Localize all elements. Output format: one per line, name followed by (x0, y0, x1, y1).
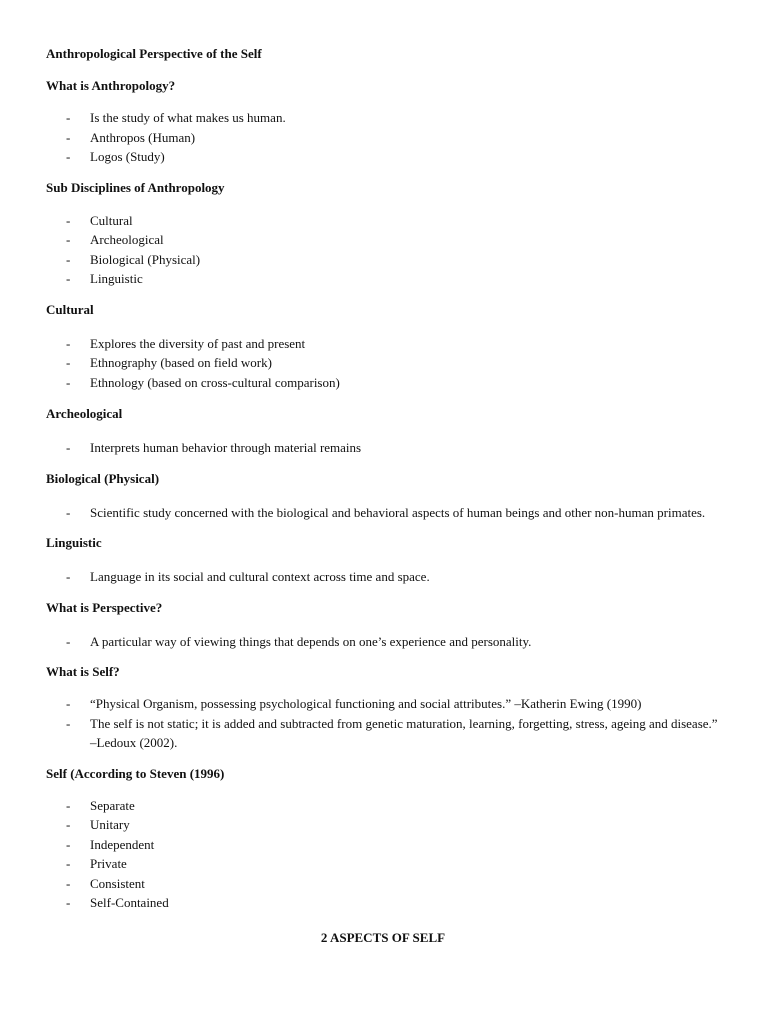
list-item: - Unitary (46, 815, 720, 835)
section-heading: Self (According to Steven (1996) (46, 765, 225, 781)
list-item: - Scientific study concerned with the biological and behavioral aspects of human beings and other non-human primates. (46, 503, 720, 523)
list-item: - Self-Contained (46, 893, 720, 913)
dash-bullet: - (66, 212, 71, 228)
dash-bullet: - (66, 271, 71, 286)
dash-bullet: - (66, 797, 71, 813)
section-heading: Biological (Physical) (46, 470, 160, 486)
dash-bullet: - (66, 817, 71, 832)
dash-bullet: - (66, 895, 71, 910)
section-heading: Cultural (46, 301, 94, 317)
list-item: - “Physical Organism, possessing psychological functioning and social attributes.” –Katherin Ewing (1990) (46, 694, 720, 714)
list-item: - Ethnology (based on cross-cultural comparison) (46, 373, 720, 393)
dash-bullet: - (66, 504, 71, 520)
dash-bullet: - (66, 110, 71, 125)
dash-bullet: - (66, 374, 71, 390)
section-heading: What is Anthropology? (46, 78, 176, 93)
dash-bullet: - (66, 696, 71, 711)
list-item: - Anthropos (Human) (46, 128, 720, 148)
bullet-list (46, 438, 720, 458)
list-item: - Archeological (46, 230, 720, 250)
list-item: - A particular way of viewing things that depends on one’s experience and personality. (46, 632, 720, 652)
list-item: - Independent (46, 835, 720, 855)
bullet-list (46, 632, 720, 652)
bullet-list (46, 503, 720, 523)
section-heading: What is Perspective? (46, 599, 163, 615)
list-item: - The self is not static; it is added and subtracted from genetic maturation, learning, forgetting, stress, ageing and disease.” –Ledoux (2002). (66, 715, 718, 750)
bullet-list (46, 108, 720, 167)
list-item: - Cultural (46, 211, 720, 231)
dash-bullet: - (66, 232, 71, 247)
list-item: - Interprets human behavior through material remains (46, 438, 720, 458)
list-item: - Logos (Study) (46, 147, 720, 167)
dash-bullet: - (66, 856, 71, 871)
list-item: - Biological (Physical) (46, 250, 720, 270)
section-heading: Linguistic (46, 535, 102, 550)
section-heading: Archeological (46, 406, 123, 421)
bullet-list (46, 694, 720, 753)
dash-bullet: - (66, 875, 71, 891)
list-item: - Ethnography (based on field work) (46, 353, 720, 373)
list-item: - Language in its social and cultural context across time and space. (46, 567, 720, 587)
bullet-list (46, 796, 720, 913)
dash-bullet: - (66, 355, 71, 370)
dash-bullet: - (66, 836, 71, 852)
dash-bullet: - (66, 251, 71, 267)
list-item: - Explores the diversity of past and present (46, 334, 720, 354)
list-item: - Separate (46, 796, 720, 816)
dash-bullet: - (66, 129, 71, 145)
section-heading: Sub Disciplines of Anthropology (46, 179, 225, 195)
bullet-list (46, 211, 720, 289)
dash-bullet: - (66, 633, 71, 649)
list-item: - Is the study of what makes us human. (46, 108, 720, 128)
dash-bullet: - (66, 335, 71, 351)
list-item: - Private (46, 854, 720, 874)
section-heading: What is Self? (46, 664, 120, 679)
aspects-heading: 2 ASPECTS OF SELF (320, 929, 446, 945)
list-item: - Consistent (46, 874, 720, 894)
dash-bullet: - (66, 440, 71, 455)
document-title: Anthropological Perspective of the Self (46, 46, 262, 61)
dash-bullet: - (66, 569, 71, 584)
dash-bullet: - (66, 149, 71, 164)
list-item: - Linguistic (46, 269, 720, 289)
bullet-list (46, 567, 720, 587)
dash-bullet: - (66, 715, 71, 731)
bullet-list (46, 334, 720, 393)
